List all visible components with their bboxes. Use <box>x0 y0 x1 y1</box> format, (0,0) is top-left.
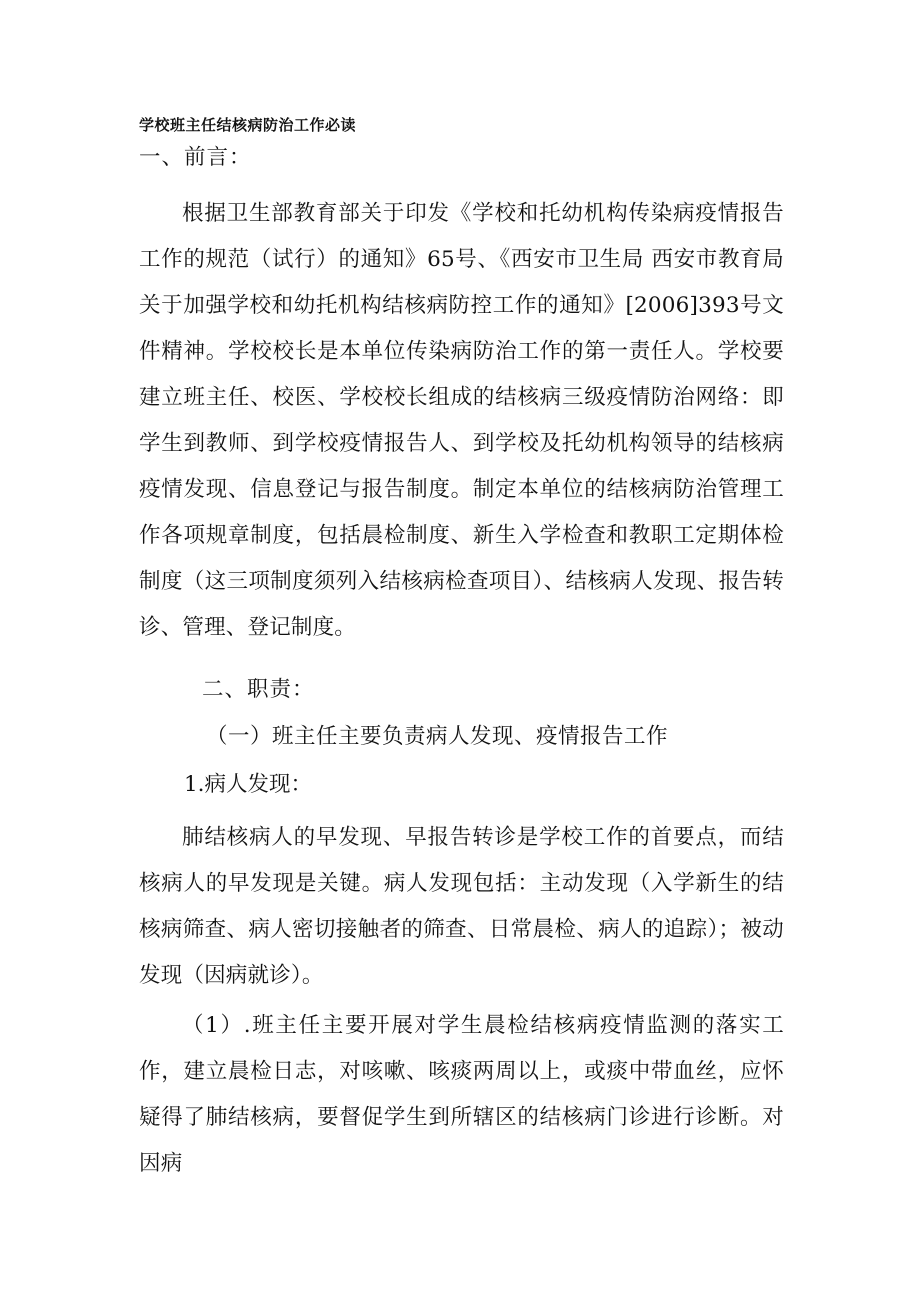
section-heading-preface: 一、前言： <box>139 145 252 170</box>
subsection-heading-head-teacher: （一）班主任主要负责病人发现、疫情报告工作 <box>206 724 669 749</box>
intro-paragraph: 根据卫生部教育部关于印发《学校和托幼机构传染病疫情报告工作的规范（试行）的通知》65号、《西安市卫生局 西安市教育局关于加强学校和幼托机构结核病防控工作的通知》[2006]393号文件精神。学校校长是本单位传染病防治工作的第一责任人。学校要建立班主任、校医、学校校长组成的结核病三级疫情防治网络：即学生到教师、到学校疫情报告人、到学校及托幼机构领导的结核病疫情发现、信息登记与报告制度。制定本单位的结核病防治管理工作各项规章制度，包括晨检制度、新生入学检查和教职工定期体检制度（这三项制度须列入结核病检查项目）、结核病人发现、报告转诊、管理、登记制度。 <box>139 201 784 640</box>
section-heading-duties: 二、职责： <box>202 677 315 702</box>
point-1-paragraph: （1）.班主任主要开展对学生晨检结核病疫情监测的落实工作，建立晨检日志，对咳嗽、咳痰两周以上，或痰中带血丝，应怀疑得了肺结核病，要督促学生到所辖区的结核病门诊进行诊断。对因病 <box>139 1013 784 1176</box>
case-finding-paragraph: 肺结核病人的早发现、早报告转诊是学校工作的首要点，而结核病人的早发现是关键。病人发现包括：主动发现（入学新生的结核病筛查、病人密切接触者的筛查、日常晨检、病人的追踪）；被动发现（因病就诊）。 <box>139 825 784 988</box>
item-heading-case-finding: 1.病人发现： <box>184 772 313 797</box>
document-title: 学校班主任结核病防治工作必读 <box>139 116 357 134</box>
